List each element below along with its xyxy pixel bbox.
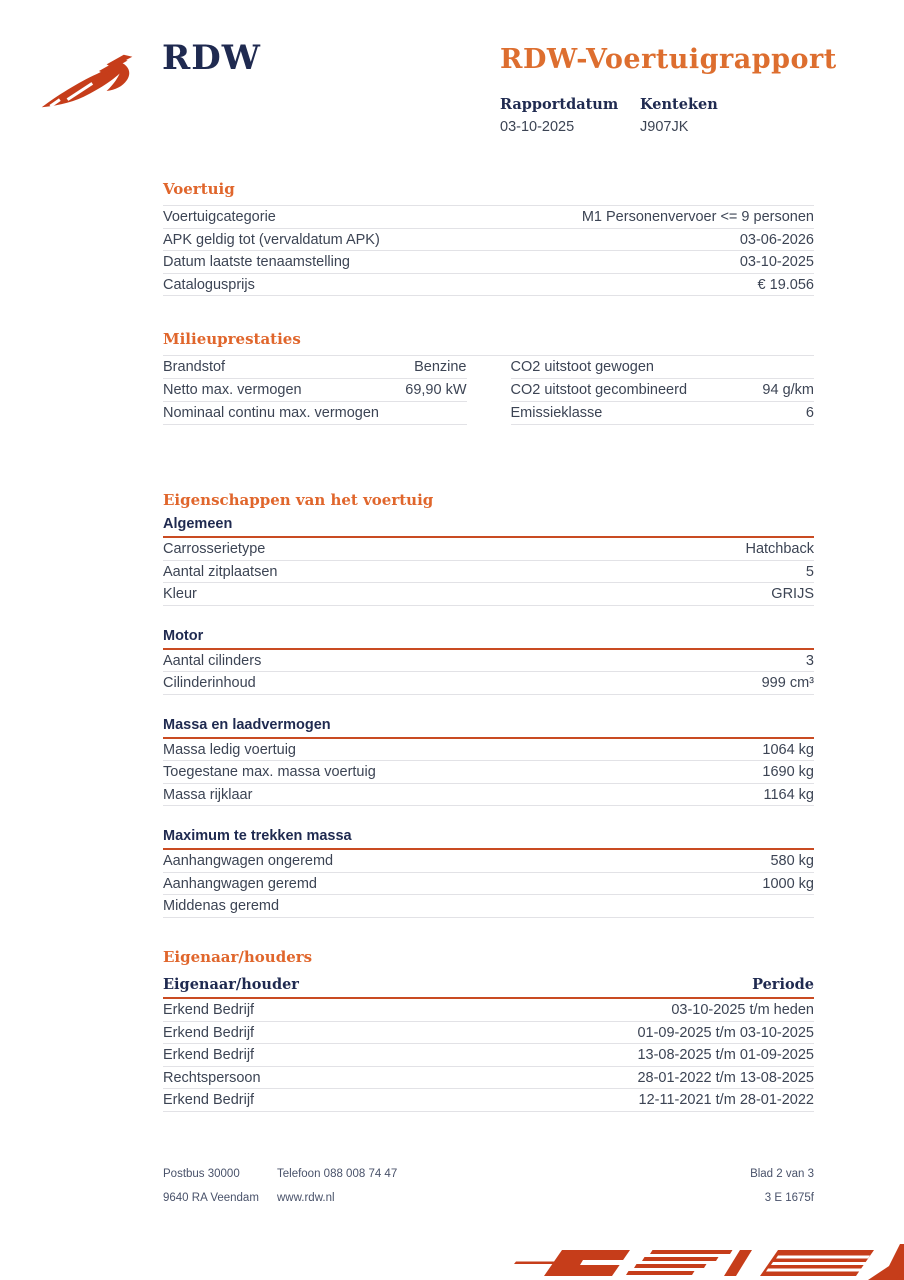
owner-row [163,1022,814,1045]
owners-table-header [163,973,814,997]
table-row [163,229,814,252]
owner-period: 12-11-2021 t/m 28-01-2022 [638,1092,814,1108]
rdw-feather-logo-icon [36,48,160,115]
owner-period: 13-08-2025 t/m 01-09-2025 [637,1047,814,1063]
table-row [163,850,814,873]
row-label: Voertuigcategorie [163,209,276,225]
row-value: 3 [805,652,814,669]
page-indicator: Blad 2 van 3 [750,1168,814,1180]
table-row [163,784,814,807]
table-row [511,379,815,402]
subsection-algemeen [163,516,814,606]
row-value: 69,90 kW [405,382,467,398]
row-label: APK geldig tot (vervaldatum APK) [163,231,380,248]
section-milieuprestaties [163,330,814,425]
row-value: 580 kg [770,853,814,869]
subsection-title: Massa en laadvermogen [163,716,331,733]
row-value: GRIJS [771,586,814,602]
footer-contact [277,1168,750,1204]
owner-row [163,1067,814,1090]
row-label: Cilinderinhoud [163,675,256,691]
report-meta [500,96,780,135]
page-footer [163,1168,814,1204]
row-value: 94 g/km [762,382,814,398]
row-label: Aanhangwagen geremd [163,875,317,892]
row-label: Massa ledig voertuig [163,741,296,758]
report-date-label: Rapportdatum [500,96,619,113]
table-row [163,206,814,229]
owner-row [163,1044,814,1067]
owner-name: Rechtspersoon [163,1069,261,1086]
table-row [163,761,814,784]
column-header-owner: Eigenaar/houder [163,976,299,993]
row-value: M1 Personenvervoer <= 9 personen [581,209,814,225]
owner-name: Erkend Bedrijf [163,1002,255,1018]
table-row [511,402,815,425]
row-value: 03-10-2025 [739,254,814,270]
row-label: Nominaal continu max. vermogen [163,405,379,421]
table-row [163,739,814,762]
table-row [163,672,814,695]
footer-phone: Telefoon 088 008 74 47 [277,1168,398,1180]
owner-name: Erkend Bedrijf [163,1024,255,1041]
owner-period: 28-01-2022 t/m 13-08-2025 [637,1069,814,1086]
table-row [511,356,815,379]
table-row [163,583,814,606]
table-row [163,538,814,561]
row-value: 5 [805,563,814,580]
section-title: Milieuprestaties [163,330,301,348]
row-label: Netto max. vermogen [163,382,302,398]
subsection-title: Motor [163,627,204,644]
footer-address [163,1168,277,1204]
subsection-motor [163,628,814,695]
row-value: 999 cm³ [761,675,814,691]
table-row [163,356,467,379]
row-label: CO2 uitstoot gewogen [510,359,654,375]
left-column [163,356,467,425]
subsection-title: Maximum te trekken massa [163,828,352,844]
right-column [511,356,815,425]
row-value: 1000 kg [762,875,814,892]
row-value: 1164 kg [763,786,814,803]
row-label: Aanhangwagen ongeremd [163,853,334,869]
section-title: Eigenaar/houders [163,948,313,966]
row-label: Datum laatste tenaamstelling [163,254,350,270]
table-row [163,251,814,274]
section-title: Eigenschappen van het voertuig [163,491,434,509]
row-label: Aantal zitplaatsen [163,563,278,580]
speed-stripes-graphic [500,1234,904,1280]
subsection-trekken [163,828,814,918]
row-label: Massa rijklaar [163,786,253,803]
table-row [163,561,814,584]
row-label: Middenas geremd [163,898,280,914]
owner-period: 03-10-2025 t/m heden [671,1002,814,1018]
footer-city: 9640 RA Veendam [163,1192,259,1204]
owner-row [163,1089,814,1112]
section-voertuig [163,180,814,296]
owner-row [163,999,814,1022]
row-label: Toegestane max. massa voertuig [163,764,376,780]
row-value: Benzine [414,359,467,375]
owner-period: 01-09-2025 t/m 03-10-2025 [637,1024,814,1041]
row-value: 1064 kg [762,741,814,758]
license-plate-value: J907JK [640,119,689,135]
report-date-field [500,96,640,135]
row-label: Carrosserietype [163,541,266,557]
license-plate-label: Kenteken [640,96,718,113]
subsection-massa [163,717,814,807]
row-value: € 19.056 [757,276,814,293]
owner-name: Erkend Bedrijf [163,1047,255,1063]
row-label: CO2 uitstoot gecombineerd [510,382,688,398]
row-label: Emissieklasse [510,405,603,421]
report-date-value: 03-10-2025 [500,119,575,135]
two-column-rows [163,356,814,425]
row-value: 6 [805,405,814,421]
row-label: Brandstof [163,359,226,375]
section-title: Voertuig [163,180,235,198]
row-label: Catalogusprijs [163,276,255,293]
owner-name: Erkend Bedrijf [163,1092,255,1108]
row-value: 1690 kg [762,764,814,780]
footer-website: www.rdw.nl [277,1192,335,1204]
page-title: RDW-Voertuigrapport [500,44,837,75]
footer-postbus: Postbus 30000 [163,1168,240,1180]
row-label: Aantal cilinders [163,652,262,669]
subsection-title: Algemeen [163,516,233,532]
rdw-wordmark: RDW [162,38,261,78]
row-value: 03-06-2026 [739,231,814,248]
table-row [163,274,814,297]
footer-paging [750,1168,814,1204]
table-row [163,379,467,402]
license-plate-field [640,96,780,135]
table-row [163,873,814,896]
table-row [163,895,814,918]
column-header-period: Periode [752,976,814,993]
row-label: Kleur [163,586,197,602]
row-value: Hatchback [745,541,814,557]
section-eigenaar-houders [163,948,814,1112]
document-code: 3 E 1675f [764,1192,814,1204]
table-row [163,402,467,425]
table-row [163,650,814,673]
section-eigenschappen [163,491,814,918]
